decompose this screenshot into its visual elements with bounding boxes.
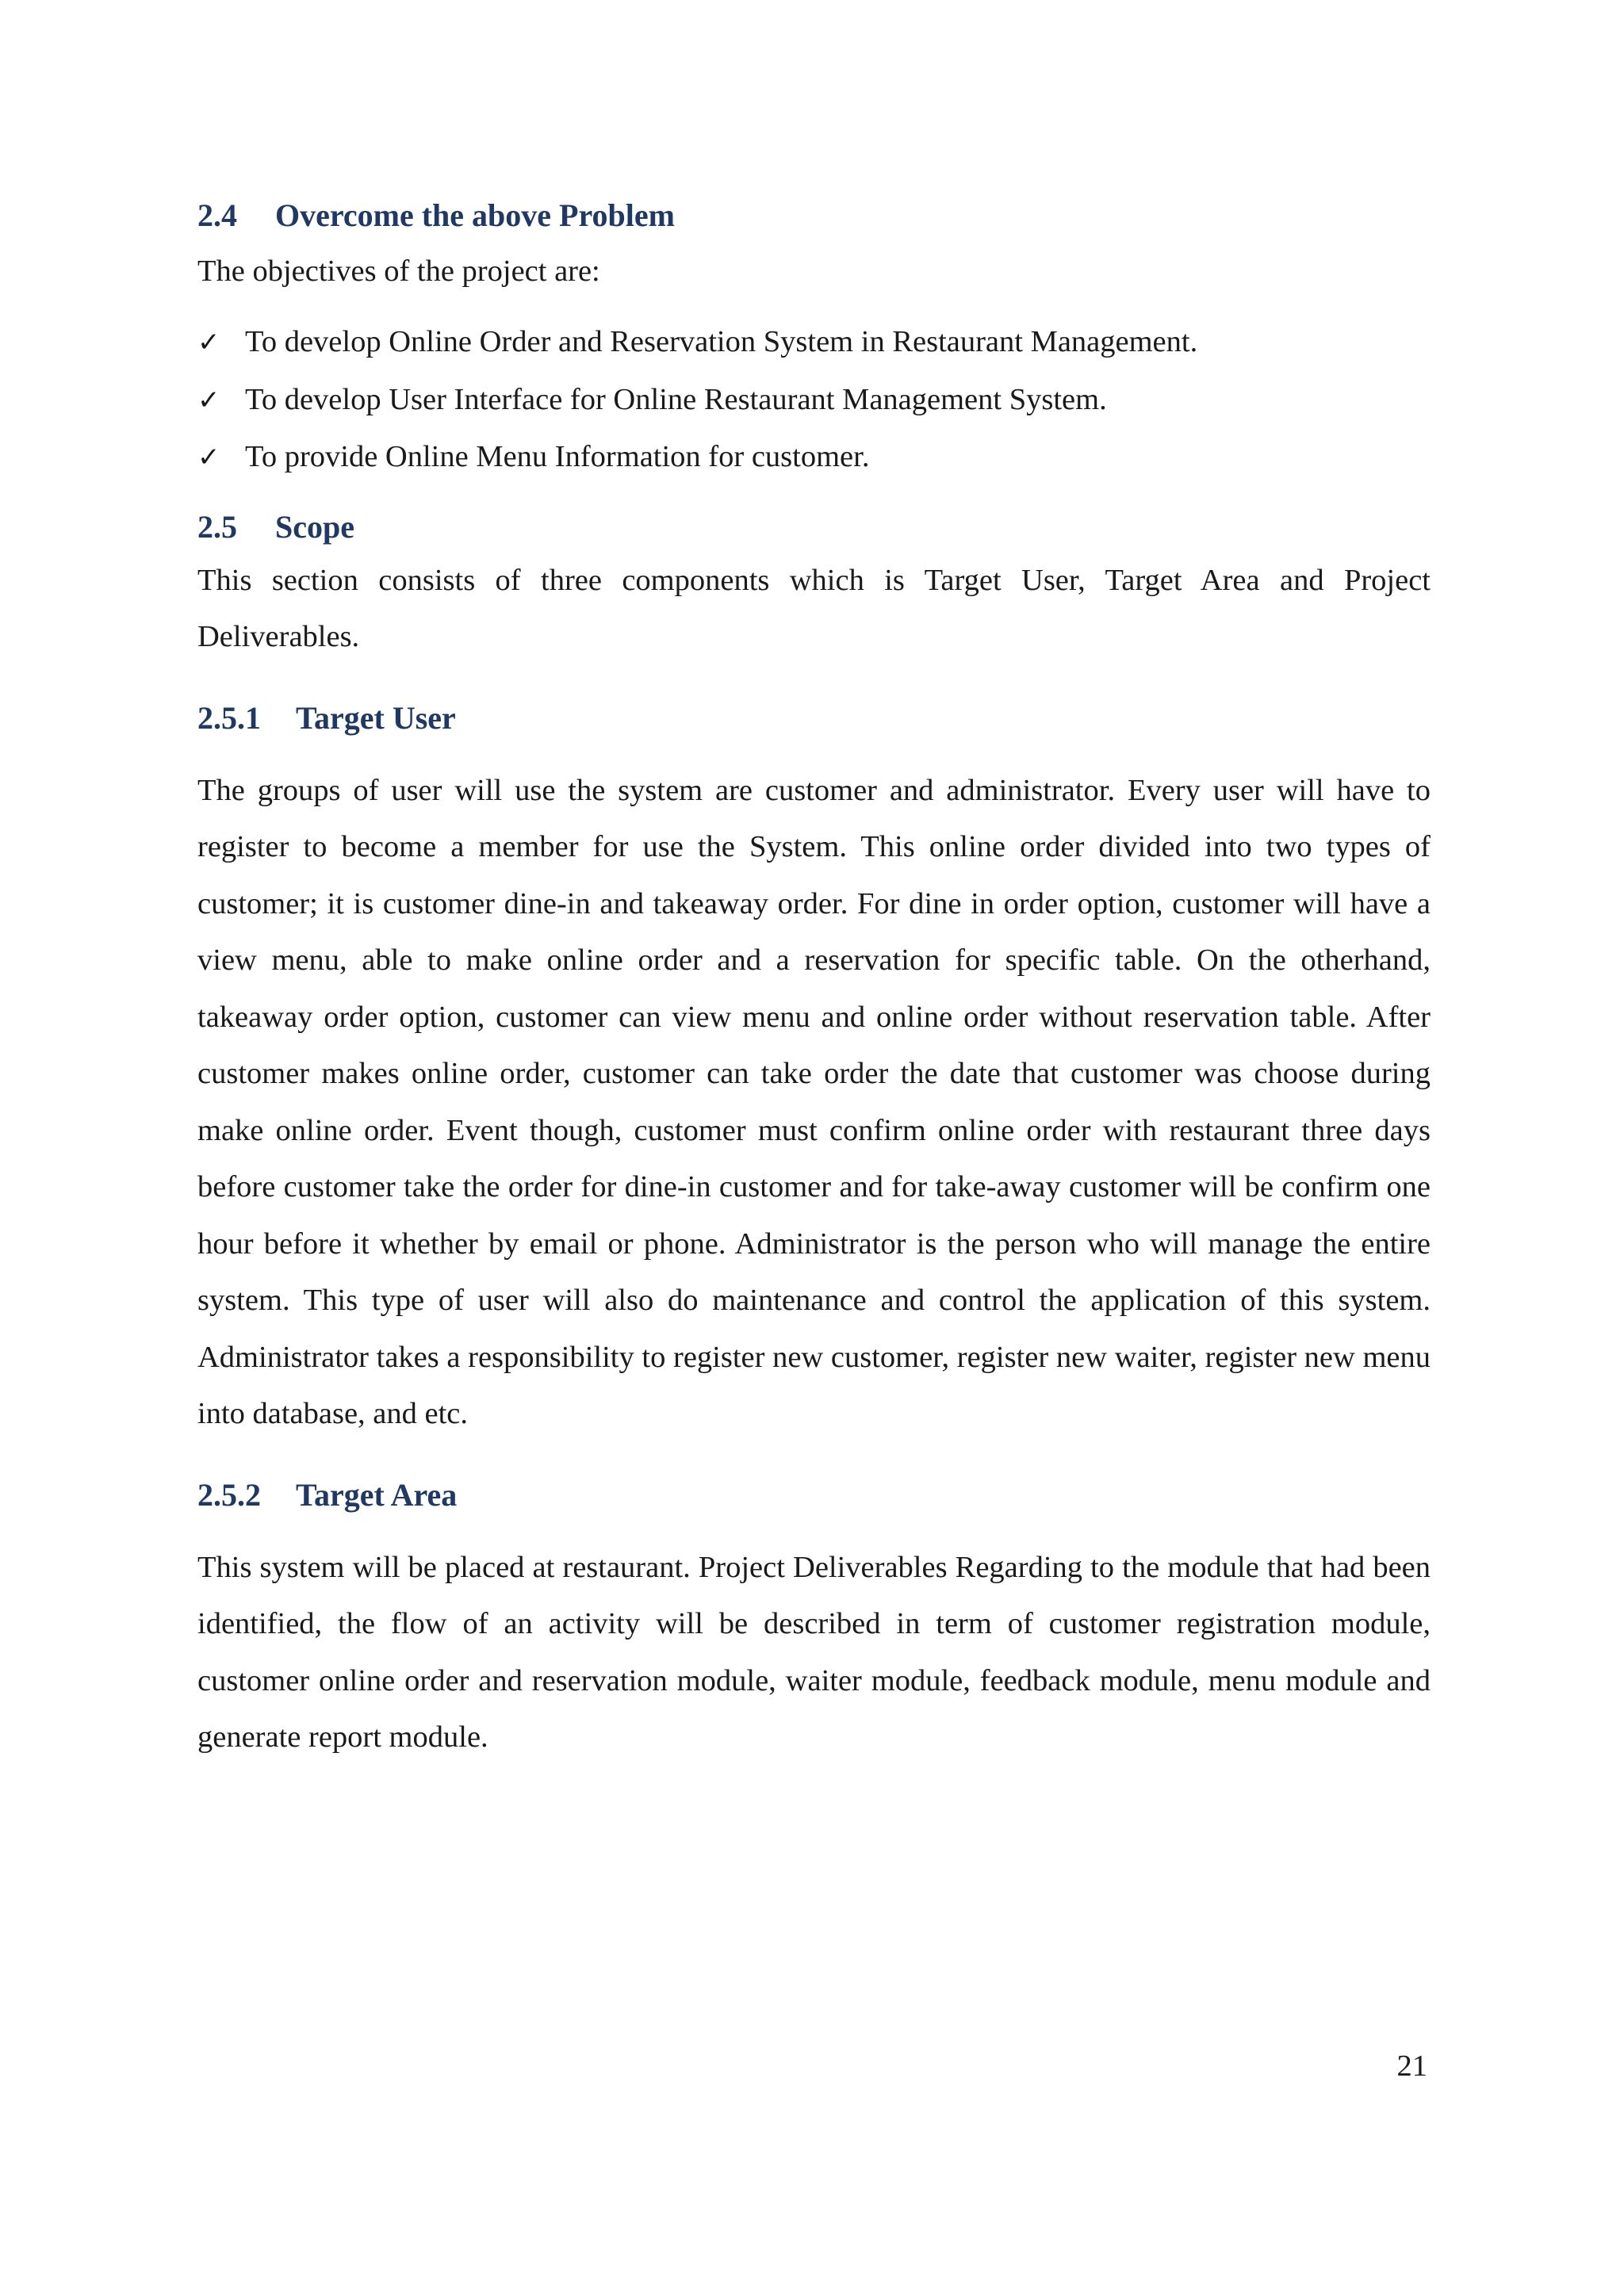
- section-number: 2.4: [197, 197, 237, 233]
- objective-text: To develop User Interface for Online Restaurant Management System.: [245, 382, 1107, 416]
- scope-paragraph: This section consists of three components which is Target User, Target Area and Project Deliverables.: [197, 563, 1431, 653]
- checkmark-icon: ✓: [197, 442, 220, 473]
- objectives-intro: The objectives of the project are:: [197, 254, 600, 288]
- list-item: [197, 372, 1431, 430]
- page-content: [197, 195, 1431, 1766]
- objective-text: To provide Online Menu Information for customer.: [245, 440, 870, 473]
- section-title: Target Area: [296, 1476, 458, 1513]
- objectives-list: [197, 314, 1431, 487]
- objective-text: To develop Online Order and Reservation System in Restaurant Management.: [245, 325, 1198, 358]
- target-user-paragraph: The groups of user will use the system are customer and administrator. Every user will have to register to become a member for use the System. This online order divided into two types of customer; it is customer dine-in and takeaway order. For dine in order option, customer will have a view menu, able to make online order and a reservation for specific table. On the otherhand, takeaway order option, customer can view menu and online order without reservation table. After customer makes online order, customer can take order the date that customer was choose during make online order. Event though, customer must confirm online order with restaurant three days before customer take the order for dine-in customer and for take-away customer will be confirm one hour before it whether by email or phone. Administrator is the person who will manage the entire system. This type of user will also do maintenance and control the application of this system. Administrator takes a responsibility to register new customer, register new waiter, register new menu into database, and etc.: [197, 773, 1431, 1430]
- checkmark-icon: ✓: [197, 384, 220, 416]
- list-item: [197, 314, 1431, 372]
- section-heading-2-4: [197, 195, 1431, 236]
- list-item: [197, 429, 1431, 487]
- section-heading-2-5-1: [197, 698, 1431, 739]
- target-area-paragraph: This system will be placed at restaurant. Project Deliverables Regarding to the module that had been identified, the flow of an activity will be described in term of customer registration module, customer online order and reservation module, waiter module, feedback module, menu module and generate report module.: [197, 1550, 1431, 1754]
- section-number: 2.5.2: [197, 1476, 261, 1513]
- section-title: Target User: [296, 699, 456, 736]
- section-number: 2.5: [197, 508, 237, 545]
- section-heading-2-5: [197, 507, 1431, 548]
- page-number: 21: [1396, 2049, 1427, 2083]
- section-title: Scope: [275, 508, 354, 545]
- checkmark-icon: ✓: [197, 327, 220, 358]
- section-heading-2-5-2: [197, 1475, 1431, 1516]
- section-title: Overcome the above Problem: [275, 197, 675, 233]
- section-number: 2.5.1: [197, 699, 261, 736]
